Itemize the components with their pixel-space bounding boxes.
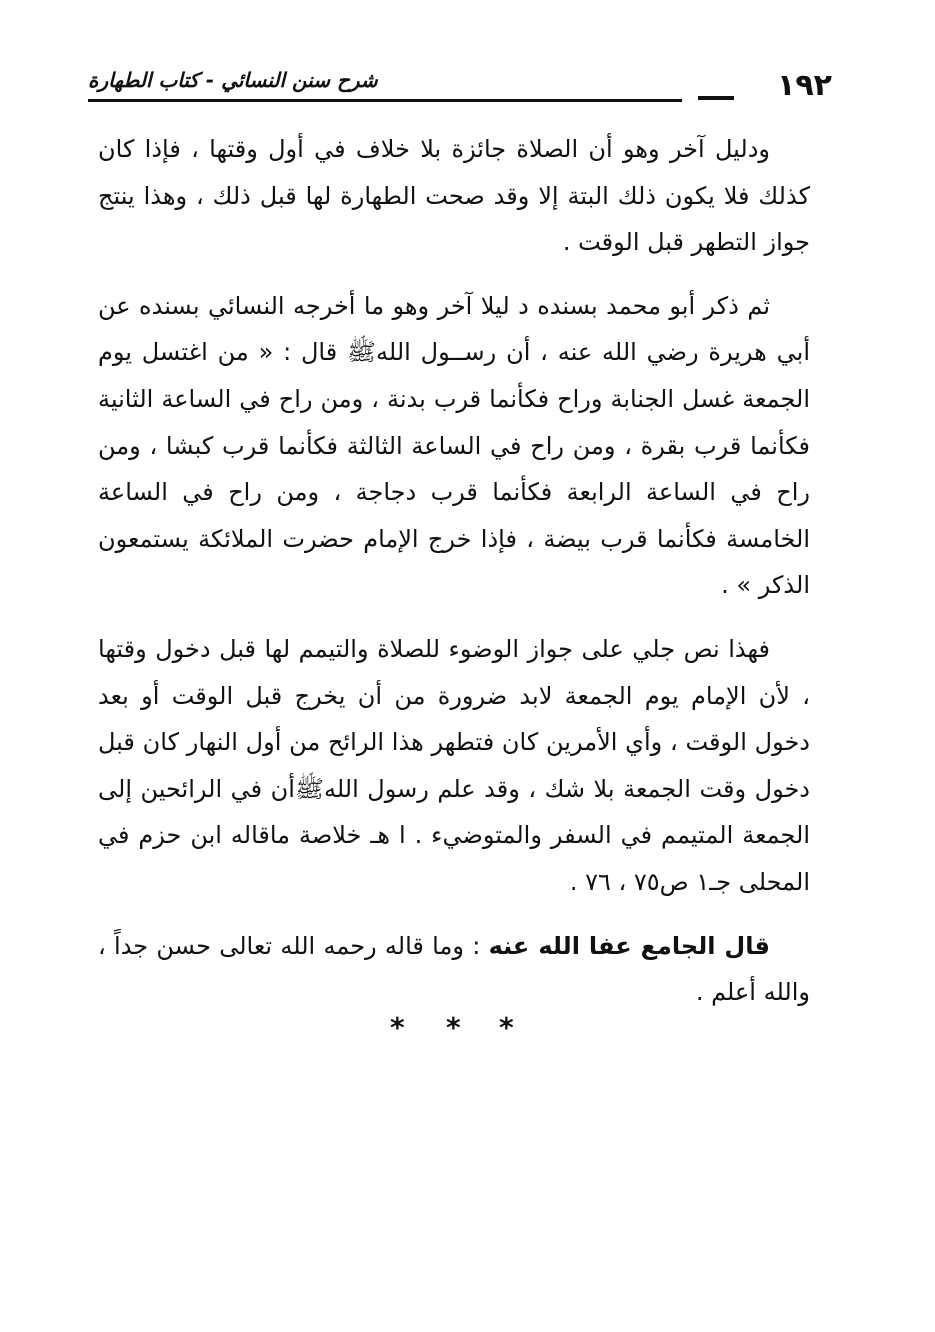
page-number: ١٩٢ <box>777 68 832 103</box>
paragraph <box>98 923 810 1016</box>
page-number-dash <box>698 96 734 100</box>
paragraph-lead: قال الجامع عفا الله عنه <box>488 931 770 960</box>
paragraph: ثم ذكر أبو محمد بسنده د ليلا آخر وهو ما أخرجه النسائي بسنده عن أبي هريرة رضي الله عنه ، أن رســول اللهﷺ قال : « من اغتسل يوم الجمعة غسل الجنابة وراح فكأنما قرب بدنة ، ومن راح في الساعة الثانية فكأنما قرب بقرة ، ومن راح في الساعة الثالثة فكأنما قرب كبشا ، ومن راح في الساعة الرابعة فكأنما قرب دجاجة ، ومن راح في الساعة الخامسة فكأنما قرب بيضة ، فإذا خرج الإمام حضرت الملائكة يستمعون الذكر » . <box>98 291 810 600</box>
running-head <box>88 66 832 110</box>
running-title: شرح سنن النسائي - كتاب الطهارة <box>88 68 378 92</box>
section-separator <box>0 1012 935 1052</box>
paragraph-text: : وما قاله رحمه الله تعالى حسن جداً ، والله أعلم . <box>98 931 810 1007</box>
body-text <box>98 126 810 1016</box>
separator-star: * <box>446 1011 461 1044</box>
separator-star: * <box>390 1011 405 1044</box>
header-rule <box>88 99 682 102</box>
separator-star: * <box>499 1011 514 1044</box>
paragraph: فهذا نص جلي على جواز الوضوء للصلاة والتيمم لها قبل دخول وقتها ، لأن الإمام يوم الجمعة لابد ضرورة من أن يخرج قبل الوقت أو بعد دخول الوقت ، وأي الأمرين كان فتطهر هذا الرائح من أول النهار كان قبل دخول وقت الجمعة بلا شك ، وقد علم رسول اللهﷺأن في الرائحين إلى الجمعة المتيمم في السفر والمتوضيء . ا هـ خلاصة ماقاله ابن حزم في المحلى جـ١ ص٧٥ ، ٧٦ . <box>98 634 810 896</box>
paragraph: ودليل آخر وهو أن الصلاة جائزة بلا خلاف في أول وقتها ، فإذا كان كذلك فلا يكون ذلك البتة إلا وقد صحت الطهارة لها قبل ذلك ، وهذا ينتج جواز التطهر قبل الوقت . <box>98 135 810 257</box>
